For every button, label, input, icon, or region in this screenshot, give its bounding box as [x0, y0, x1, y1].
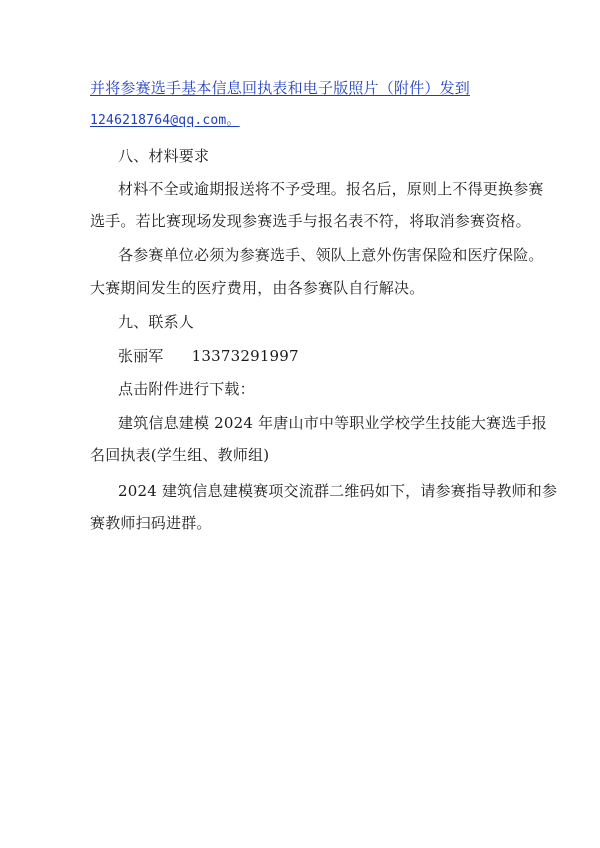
section-heading-materials: 八、材料要求: [118, 147, 210, 165]
download-prompt: 点击附件进行下载：: [118, 380, 255, 398]
qr-note-line1: 2024 建筑信息建模赛项交流群二维码如下，请参赛指导教师和参: [118, 482, 558, 500]
submission-link[interactable]: 并将参赛选手基本信息回执表和电子版照片（附件）发到: [90, 79, 471, 97]
qr-note-line2: 赛教师扫码进群。: [90, 514, 212, 532]
materials-paragraph-line1: 材料不全或逾期报送将不予受理。报名后，原则上不得更换参赛: [118, 180, 544, 198]
contact-name: 张丽军: [118, 347, 164, 365]
attachment-title-line1[interactable]: 建筑信息建模 2024 年唐山市中等职业学校学生技能大赛选手报: [118, 414, 547, 432]
insurance-paragraph-line1: 各参赛单位必须为参赛选手、领队上意外伤害保险和医疗保险。: [118, 246, 544, 264]
contact-line: [118, 346, 299, 366]
attachment-title-line2[interactable]: 名回执表(学生组、教师组): [90, 446, 270, 464]
email-link[interactable]: 1246218764@qq.com。: [90, 113, 240, 128]
contact-phone: 13373291997: [191, 347, 299, 365]
section-heading-contact: 九、联系人: [118, 313, 195, 331]
materials-paragraph-line2: 选手。若比赛现场发现参赛选手与报名表不符，将取消参赛资格。: [90, 212, 531, 230]
insurance-paragraph-line2: 大赛期间发生的医疗费用，由各参赛队自行解决。: [90, 279, 425, 297]
